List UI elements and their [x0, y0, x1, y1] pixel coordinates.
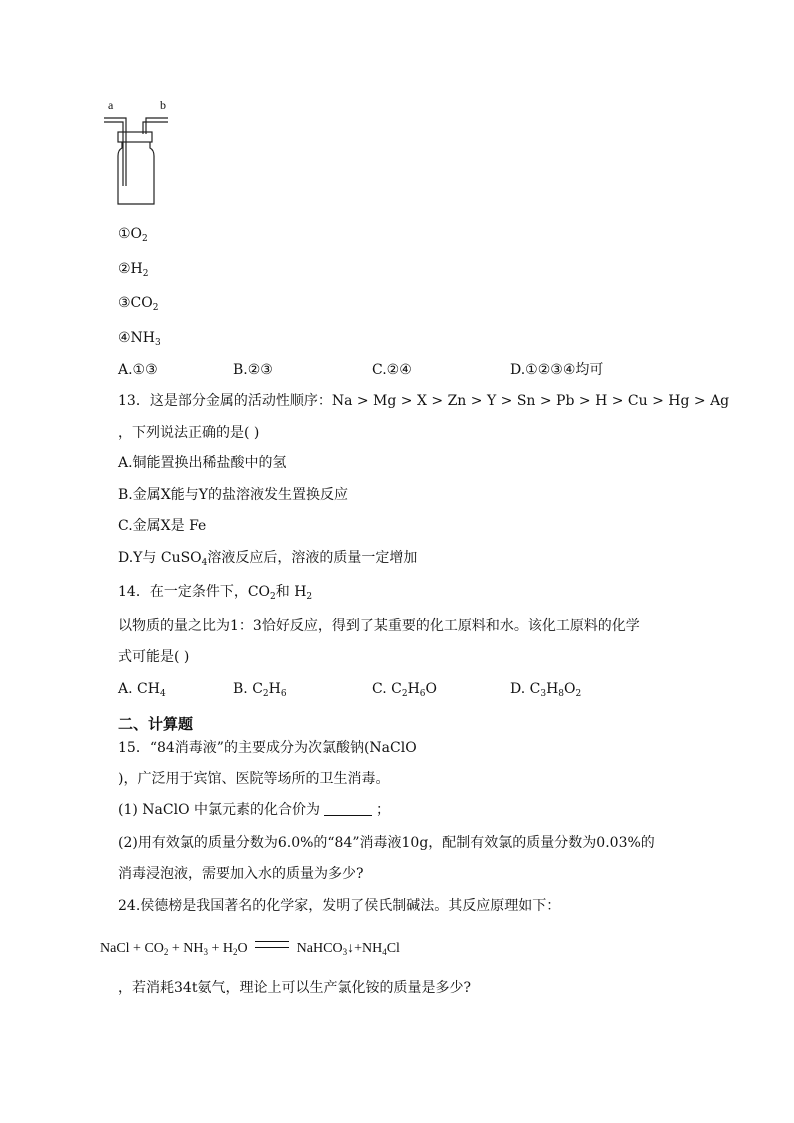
q12-option-a[interactable]: A.①③: [118, 362, 158, 378]
q12-option-c[interactable]: C.②④: [372, 362, 412, 378]
gas-washing-bottle-figure: [96, 96, 176, 208]
q14-option-c[interactable]: C. $C_2H_6O$: [372, 681, 437, 699]
q15-part-2: (2)用有效氯的质量分数为6.0%的“84”消毒液10g，配制有效氯的质量分数为0.03%的: [118, 835, 655, 851]
q15-part-1: (1) NaClO 中氯元素的化合价为 ；: [118, 802, 390, 818]
q13-stem: 13．这是部分金属的活动性顺序：Na > Mg > X > Zn > Y > Sn > Pb > H > Cu > Hg > Ag: [118, 393, 730, 409]
bottle-icon: [96, 96, 176, 208]
q12-item-3: $③CO_2$: [118, 295, 159, 313]
q24-stem: 24.侯德榜是我国著名的化学家，发明了侯氏制碱法。其反应原理如下：: [118, 898, 561, 914]
q12-item-2: $②H_2$: [118, 261, 149, 279]
q15-part-2b: 消毒浸泡液，需要加入水的质量为多少?: [118, 866, 364, 882]
q13-option-a[interactable]: A.铜能置换出稀盐酸中的氢: [118, 455, 287, 471]
q14-stem: 14．在一定条件下，$CO_2$和 $H_2$: [118, 584, 313, 602]
q13-option-b[interactable]: B.金属X能与Y的盐溶液发生置换反应: [118, 487, 348, 503]
q12-item-4: $④NH_3$: [118, 330, 161, 348]
q13-stem-2: ，下列说法正确的是( ): [118, 425, 260, 441]
q14-option-b[interactable]: B. $C_2H_6$: [233, 681, 287, 699]
q12-option-d[interactable]: D.①②③④均可: [510, 362, 604, 378]
tube-label-b: b: [160, 98, 166, 112]
q24-equation: NaCl + $CO_2 + NH_3 + H_2O$ $NaHCO_3↓+NH_4Cl$: [100, 941, 400, 957]
q24-line-3: ，若消耗34t氨气，理论上可以生产氯化铵的质量是多少?: [118, 980, 471, 996]
q15-stem: 15．“84消毒液”的主要成分为次氯酸钠(NaClO: [118, 740, 417, 756]
q12-item-1: $①O_2$: [118, 226, 148, 244]
q15-stem-2: )，广泛用于宾馆、医院等场所的卫生消毒。: [118, 771, 390, 787]
q14-line-3: 式可能是( ): [118, 649, 190, 665]
q14-option-a[interactable]: A. $CH_4$: [118, 681, 166, 699]
q14-line-2: 以物质的量之比为1：3恰好反应，得到了某重要的化工原料和水。该化工原料的化学: [118, 618, 640, 634]
q13-option-d[interactable]: D.Y与 CuSO$_4$溶液反应后，溶液的质量一定增加: [118, 550, 418, 568]
q14-option-d[interactable]: D. $C_3H_8O_2$: [510, 681, 582, 699]
equals-double-line-icon: [255, 941, 289, 948]
section-title-calculation: 二、计算题: [118, 715, 194, 733]
tube-label-a: a: [108, 98, 114, 112]
q12-option-b[interactable]: B.②③: [233, 362, 273, 378]
q13-option-c[interactable]: C.金属X是 Fe: [118, 518, 207, 534]
answer-blank[interactable]: [324, 801, 372, 816]
